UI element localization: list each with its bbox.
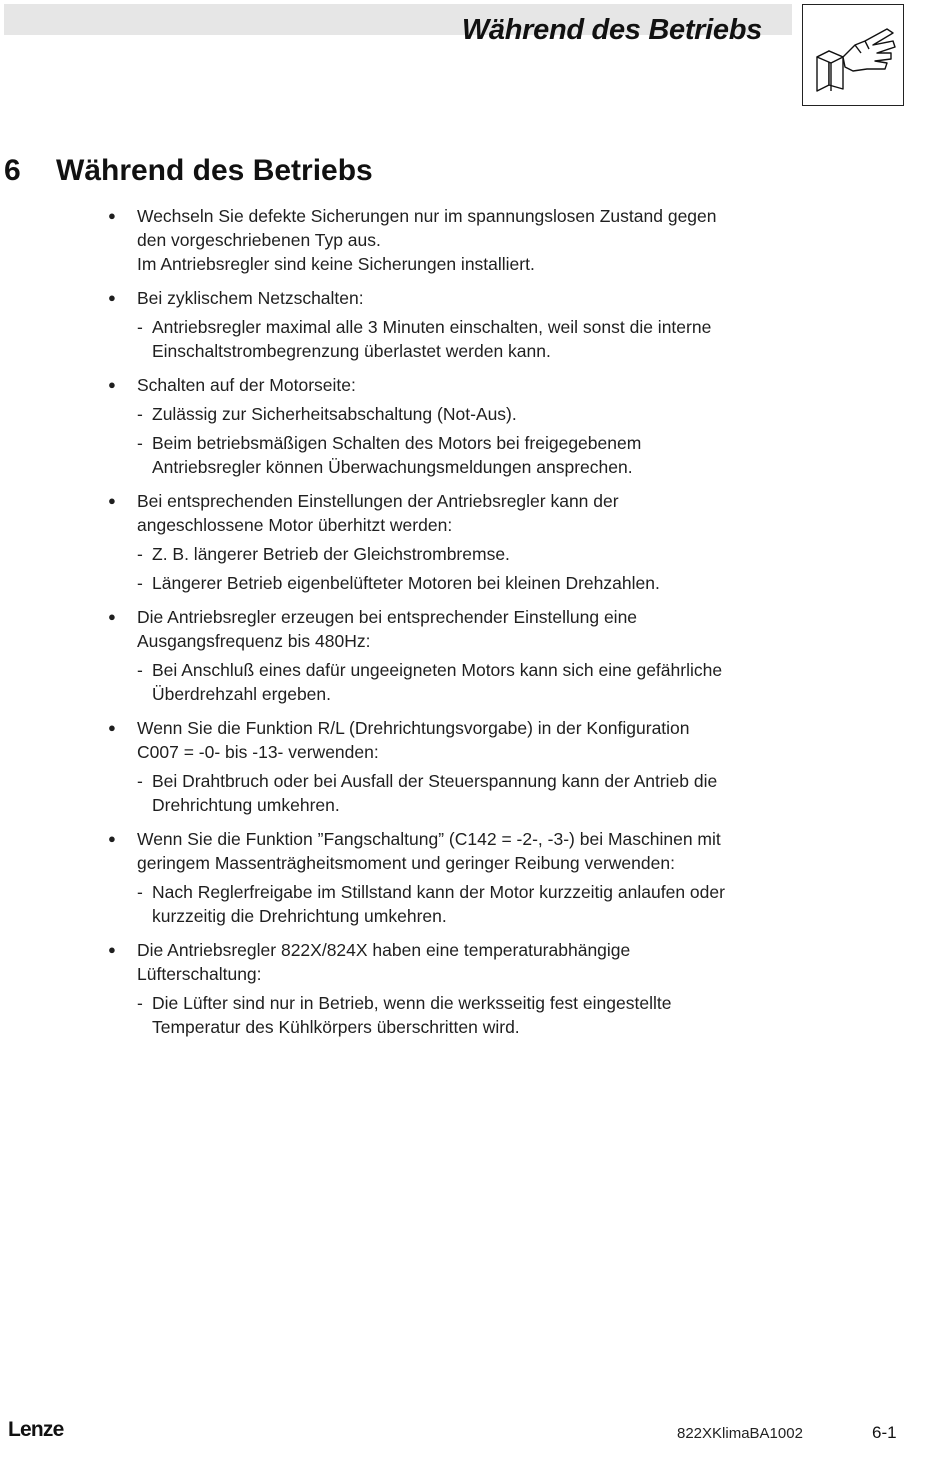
dash-marker: - xyxy=(137,771,143,791)
sub-item xyxy=(137,658,808,706)
header-title: Während des Betriebs xyxy=(461,14,762,46)
list-item-text: Schalten auf der Motorseite: xyxy=(137,375,356,395)
list-item-text: Bei zyklischem Netzschalten: xyxy=(137,288,364,308)
page-number: 6-1 xyxy=(872,1423,897,1442)
sub-item xyxy=(137,402,808,426)
list-item-text: Lüfterschaltung: xyxy=(137,964,262,984)
list-item-text: Im Antriebsregler sind keine Sicherungen installiert. xyxy=(137,254,535,274)
sub-item-text: Längerer Betrieb eigenbelüfteter Motoren bei kleinen Drehzahlen. xyxy=(152,573,660,593)
list-item xyxy=(108,286,808,363)
list-item-text: Bei entsprechenden Einstellungen der Antriebsregler kann der xyxy=(137,491,619,511)
list-item-text: Wenn Sie die Funktion R/L (Drehrichtungsvorgabe) in der Konfiguration xyxy=(137,718,690,738)
sub-item-text: Antriebsregler können Überwachungsmeldungen ansprechen. xyxy=(152,457,633,477)
sub-item-text: Bei Drahtbruch oder bei Ausfall der Steuerspannung kann der Antrieb die xyxy=(152,771,718,791)
bullet-icon: ● xyxy=(108,290,116,305)
list-item-text: Die Antriebsregler erzeugen bei entsprechender Einstellung eine xyxy=(137,607,638,627)
sub-item-text: Antriebsregler maximal alle 3 Minuten einschalten, weil sonst die interne xyxy=(152,317,712,337)
chapter-number: 6 xyxy=(4,154,21,187)
sub-item-text: Zulässig zur Sicherheitsabschaltung (Not-Aus). xyxy=(152,404,517,424)
dash-marker: - xyxy=(137,660,143,680)
lenze-logo: Lenze xyxy=(8,1418,64,1441)
list-item xyxy=(108,204,808,276)
header-icon-box xyxy=(802,4,904,106)
sub-item-text: Z. B. längerer Betrieb der Gleichstrombremse. xyxy=(152,544,510,564)
sub-item xyxy=(137,571,808,595)
sub-item-text: Überdrehzahl ergeben. xyxy=(152,684,332,704)
sub-item xyxy=(137,991,808,1039)
sub-item-text: Die Lüfter sind nur in Betrieb, wenn die werksseitig fest eingestellte xyxy=(152,993,672,1013)
sub-item xyxy=(137,542,808,566)
list-item xyxy=(108,373,808,479)
document-id: 822XKlimaBA1002 xyxy=(677,1425,803,1442)
list-item xyxy=(108,605,808,706)
list-item-text: Ausgangsfrequenz bis 480Hz: xyxy=(137,631,371,651)
list-item-text: geringem Massenträgheitsmoment und geringer Reibung verwenden: xyxy=(137,853,675,873)
list-item-text: Wenn Sie die Funktion ”Fangschaltung” (C142 = -2-, -3-) bei Maschinen mit xyxy=(137,829,721,849)
sub-item-text: Nach Reglerfreigabe im Stillstand kann der Motor kurzzeitig anlaufen oder xyxy=(152,882,725,902)
dash-marker: - xyxy=(137,544,143,564)
dash-marker: - xyxy=(137,882,143,902)
sub-item-text: Bei Anschluß eines dafür ungeeigneten Motors kann sich eine gefährliche xyxy=(152,660,723,680)
chapter-heading xyxy=(4,154,373,188)
bullet-icon: ● xyxy=(108,493,116,508)
list-item-text: angeschlossene Motor überhitzt werden: xyxy=(137,515,453,535)
bullet-icon: ● xyxy=(108,942,116,957)
sub-item xyxy=(137,769,808,817)
chapter-title: Während des Betriebs xyxy=(56,154,373,187)
list-item-text: Wechseln Sie defekte Sicherungen nur im spannungslosen Zustand gegen xyxy=(137,206,717,226)
bullet-icon: ● xyxy=(108,208,116,223)
list-item xyxy=(108,716,808,817)
bullet-icon: ● xyxy=(108,831,116,846)
bullet-icon: ● xyxy=(108,720,116,735)
dash-marker: - xyxy=(137,993,143,1013)
list-item xyxy=(108,938,808,1039)
pointing-hand-with-device-icon xyxy=(803,5,903,105)
sub-item-text: Temperatur des Kühlkörpers überschritten wird. xyxy=(152,1017,520,1037)
list-item xyxy=(108,827,808,928)
sub-item-text: Beim betriebsmäßigen Schalten des Motors bei freigegebenem xyxy=(152,433,642,453)
bullet-list xyxy=(108,204,808,1049)
sub-item-text: Einschaltstrombegrenzung überlastet werden kann. xyxy=(152,341,551,361)
sub-item-text: Drehrichtung umkehren. xyxy=(152,795,340,815)
dash-marker: - xyxy=(137,433,143,453)
list-item-text: C007 = -0- bis -13- verwenden: xyxy=(137,742,379,762)
sub-item xyxy=(137,431,808,479)
sub-item xyxy=(137,315,808,363)
list-item-text: Die Antriebsregler 822X/824X haben eine temperaturabhängige xyxy=(137,940,631,960)
sub-item-text: kurzzeitig die Drehrichtung umkehren. xyxy=(152,906,447,926)
dash-marker: - xyxy=(137,404,143,424)
bullet-icon: ● xyxy=(108,377,116,392)
list-item xyxy=(108,489,808,595)
dash-marker: - xyxy=(137,317,143,337)
list-item-text: den vorgeschriebenen Typ aus. xyxy=(137,230,381,250)
bullet-icon: ● xyxy=(108,609,116,624)
dash-marker: - xyxy=(137,573,143,593)
sub-item xyxy=(137,880,808,928)
